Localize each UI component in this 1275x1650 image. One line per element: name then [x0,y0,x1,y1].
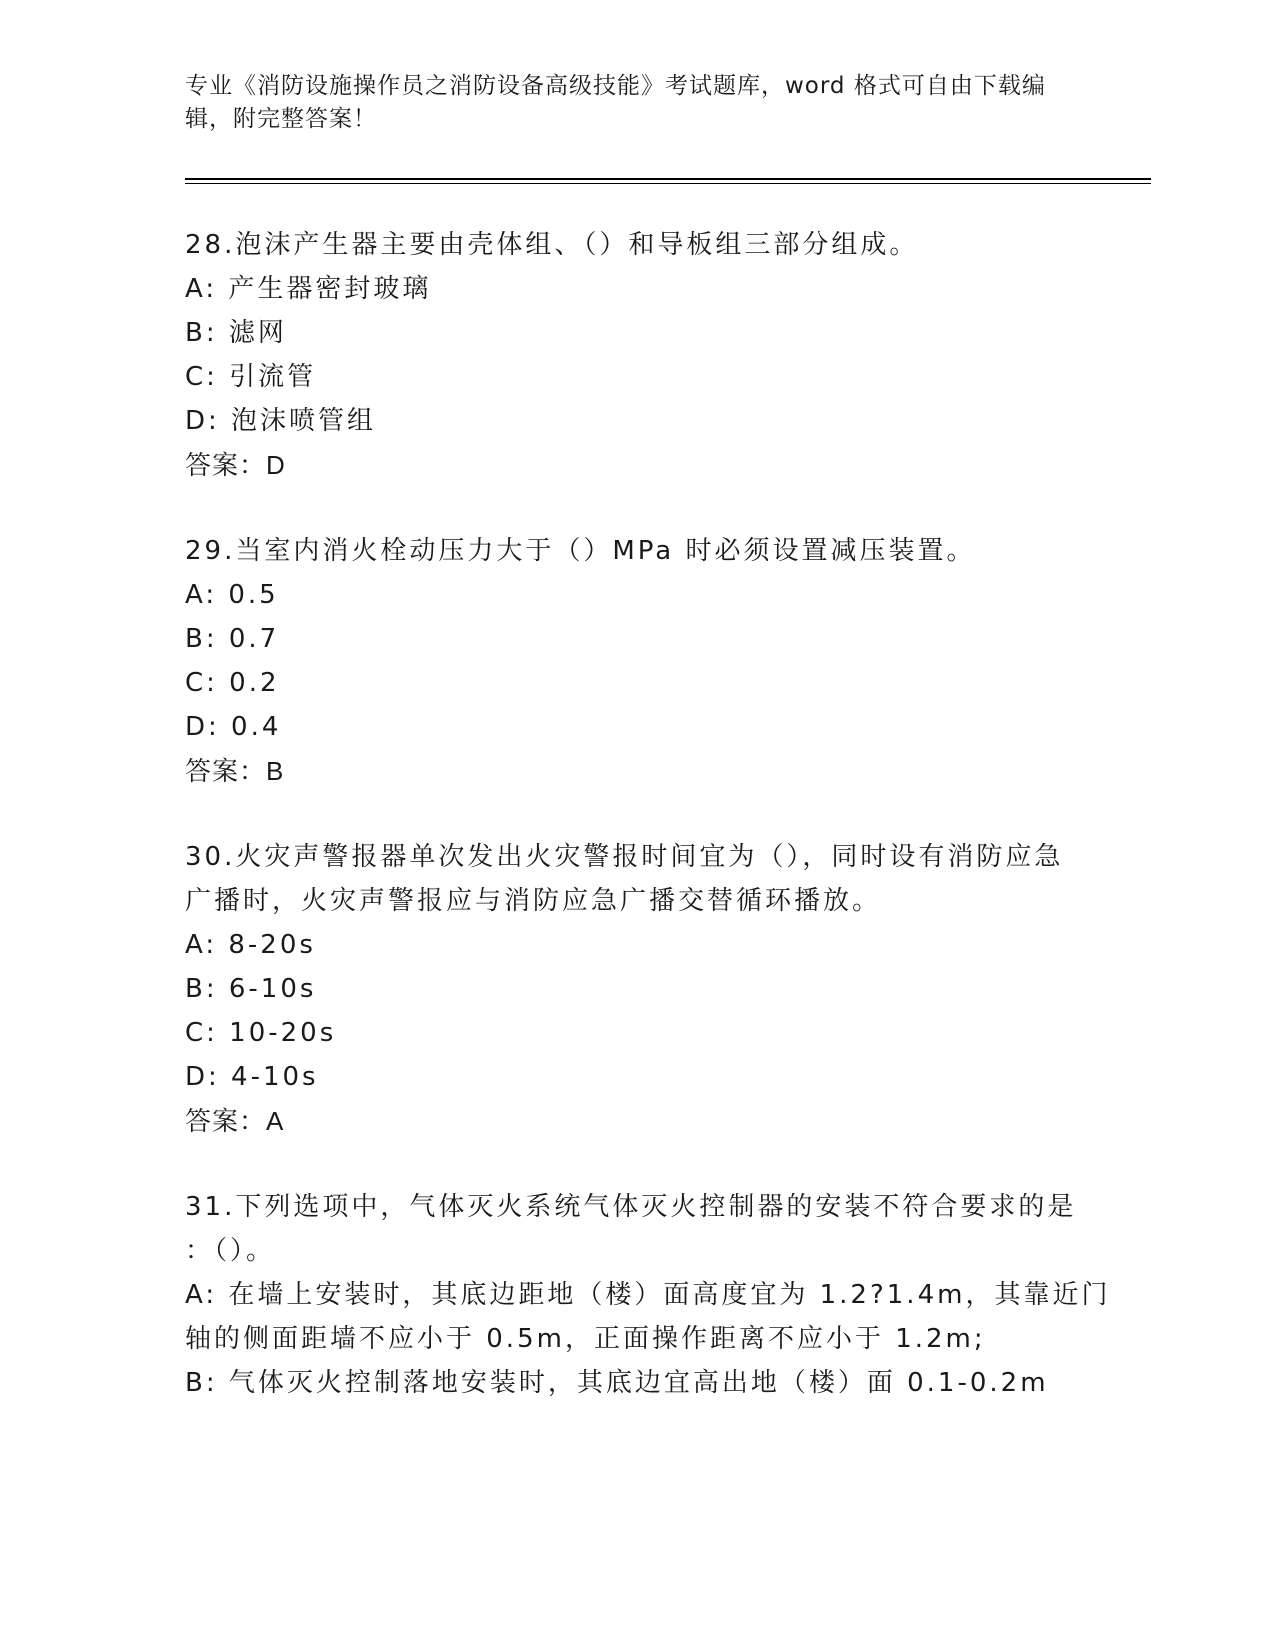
question-31-option-a-line-2: 轴的侧面距墙不应小于 0.5m，正面操作距离不应小于 1.2m; [185,1324,986,1354]
question-29-option-a: A: 0.5 [185,580,279,610]
question-31-stem-line-2: ：（）。 [185,1236,276,1266]
question-30-option-a: A: 8-20s [185,930,316,960]
question-30-stem-line-1: 30.火灾声警报器单次发出火灾警报时间宜为（），同时设有消防应急 [185,842,1064,872]
question-28-option-a: A: 产生器密封玻璃 [185,274,432,304]
question-28-option-d: D: 泡沫喷管组 [185,406,377,436]
question-29-option-b: B: 0.7 [185,624,280,654]
header-divider-thick [185,178,1151,180]
question-31-stem-line-1: 31.下列选项中，气体灭火系统气体灭火控制器的安装不符合要求的是 [185,1192,1077,1222]
question-29-stem: 29.当室内消火栓动压力大于（）MPa 时必须设置减压装置。 [185,536,976,566]
question-28-stem: 28.泡沫产生器主要由壳体组、（）和导板组三部分组成。 [185,230,919,260]
question-30-answer: 答案：A [185,1106,285,1136]
header-line-1: 专业《消防设施操作员之消防设备高级技能》考试题库，word 格式可自由下载编 [185,73,1046,99]
header-line-2: 辑，附完整答案！ [185,106,377,132]
question-31-option-b: B: 气体灭火控制落地安装时，其底边宜高出地（楼）面 0.1-0.2m [185,1368,1049,1398]
question-30-option-c: C: 10-20s [185,1018,337,1048]
question-30-option-b: B: 6-10s [185,974,317,1004]
question-29-answer: 答案：B [185,756,285,786]
question-28-option-c: C: 引流管 [185,362,317,392]
question-29-option-d: D: 0.4 [185,712,282,742]
header-divider-thin [185,183,1151,184]
document-header [185,70,1065,136]
question-28-option-b: B: 滤网 [185,318,287,348]
question-30-stem-line-2: 广播时，火灾声警报应与消防应急广播交替循环播放。 [185,886,882,916]
question-31-option-a-line-1: A: 在墙上安装时，其底边距地（楼）面高度宜为 1.2?1.4m，其靠近门 [185,1280,1111,1310]
question-30-option-d: D: 4-10s [185,1062,319,1092]
question-29-option-c: C: 0.2 [185,668,280,698]
question-28-answer: 答案：D [185,450,286,480]
